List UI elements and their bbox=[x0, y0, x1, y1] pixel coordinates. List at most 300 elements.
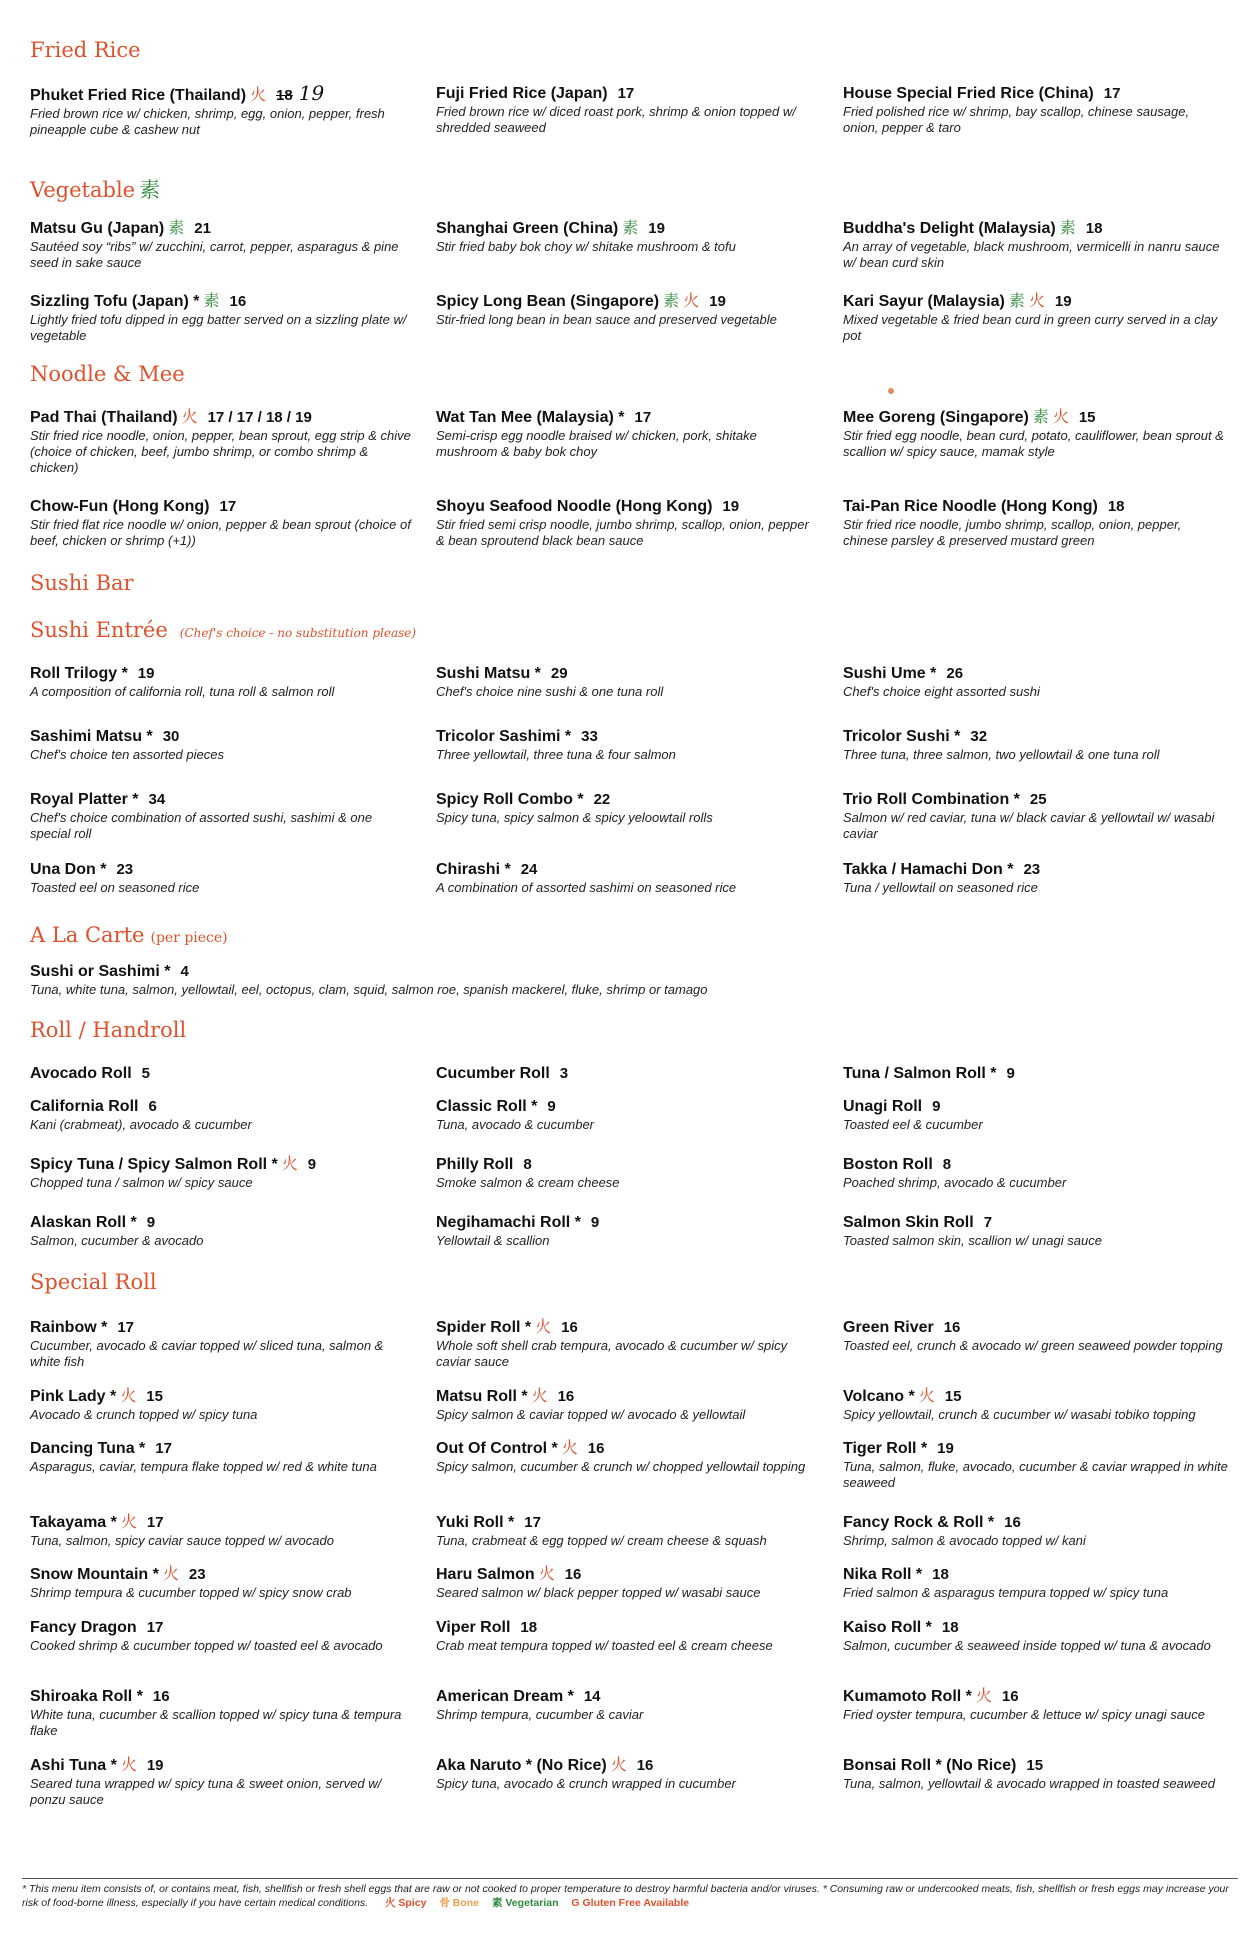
menu-item-name: Spicy Roll Combo * bbox=[436, 791, 584, 808]
menu-item-description: A combination of assorted sashimi on seasoned rice bbox=[436, 880, 737, 895]
menu-item-price: 16 bbox=[564, 1566, 582, 1583]
menu-item-name: Haru Salmon bbox=[436, 1566, 535, 1583]
menu-item bbox=[30, 860, 415, 896]
menu-item-name-line bbox=[30, 1097, 415, 1116]
menu-item-name-line bbox=[30, 497, 415, 516]
menu-item-description: Stir fried egg noodle, bean curd, potato, cauliflower, bean sprout & scallion w/ spicy sauce, mamak style bbox=[843, 428, 1224, 459]
menu-item-description: Tuna, crabmeat & egg topped w/ cream cheese & squash bbox=[436, 1533, 767, 1548]
menu-item-price: 16 bbox=[152, 1688, 170, 1705]
menu-item-price: 22 bbox=[593, 791, 611, 808]
menu-item bbox=[30, 1513, 415, 1549]
menu-item-price: 17 bbox=[634, 409, 652, 426]
menu-item bbox=[436, 1387, 821, 1423]
menu-item bbox=[843, 727, 1228, 763]
menu-item-description: Shrimp tempura & cucumber topped w/ spicy snow crab bbox=[30, 1585, 352, 1600]
menu-item bbox=[436, 664, 821, 700]
menu-item-name: Matsu Roll * bbox=[436, 1388, 528, 1405]
menu-item bbox=[436, 1513, 821, 1549]
spicy-icon: 火 bbox=[120, 1514, 137, 1531]
menu-item bbox=[30, 1687, 415, 1739]
menu-item-name-line bbox=[436, 727, 821, 746]
menu-item-description: Asparagus, caviar, tempura flake topped w/ red & white tuna bbox=[30, 1459, 377, 1474]
vegetarian-icon: 素 bbox=[622, 220, 639, 237]
menu-item bbox=[436, 84, 821, 136]
menu-item-price: 26 bbox=[946, 665, 964, 682]
menu-item-name-line bbox=[843, 1213, 1228, 1232]
menu-item bbox=[843, 1387, 1228, 1423]
menu-item bbox=[843, 1213, 1228, 1249]
menu-item-name-line bbox=[843, 408, 1228, 427]
menu-item-old-price: 18 bbox=[276, 87, 293, 104]
menu-item-name-line bbox=[843, 84, 1228, 103]
spicy-icon: 火 bbox=[1028, 293, 1045, 310]
menu-item-price: 15 bbox=[1026, 1757, 1044, 1774]
menu-item bbox=[436, 1687, 821, 1723]
menu-item-price: 19 bbox=[937, 1440, 954, 1457]
menu-item-name-line bbox=[843, 497, 1228, 516]
menu-item-description: Spicy salmon, cucumber & crunch w/ chopped yellowtail topping bbox=[436, 1459, 806, 1474]
section-title-a-la-carte: A La Carte (per piece) bbox=[30, 923, 228, 947]
menu-item-price: 8 bbox=[942, 1156, 952, 1173]
menu-item-price: 16 bbox=[561, 1319, 578, 1336]
menu-item-description: Cucumber, avocado & caviar topped w/ sliced tuna, salmon & white fish bbox=[30, 1338, 384, 1369]
legend-spicy: 火 Spicy bbox=[385, 1897, 427, 1909]
menu-item-price: 19 bbox=[709, 293, 726, 310]
menu-item bbox=[436, 727, 821, 763]
menu-item-description: Three tuna, three salmon, two yellowtail & one tuna roll bbox=[843, 747, 1160, 762]
menu-item-price: 9 bbox=[146, 1214, 156, 1231]
menu-item-name-line bbox=[436, 219, 821, 238]
menu-item-name-line bbox=[30, 1756, 415, 1775]
menu-item-price: 14 bbox=[583, 1688, 601, 1705]
menu-item-description: Spicy salmon & caviar topped w/ avocado & yellowtail bbox=[436, 1407, 746, 1422]
section-title-sushi-entree: Sushi Entrée (Chef's choice - no substitution please) bbox=[30, 618, 417, 642]
menu-item-price: 17 bbox=[155, 1440, 172, 1457]
menu-item-price: 19 bbox=[1054, 293, 1072, 310]
menu-item-price: 4 bbox=[180, 963, 189, 980]
menu-item-price: 23 bbox=[188, 1566, 206, 1583]
menu-item-name-line bbox=[30, 81, 415, 105]
menu-item-name-line bbox=[843, 219, 1228, 238]
menu-item-name-line bbox=[843, 292, 1228, 311]
menu-item bbox=[843, 219, 1228, 271]
menu-item-price: 18 bbox=[1085, 220, 1103, 237]
section-title-fried-rice: Fried Rice bbox=[30, 38, 141, 62]
menu-item-name: Salmon Skin Roll bbox=[843, 1214, 974, 1231]
legend-gluten-free: G Gluten Free Available bbox=[571, 1897, 690, 1909]
menu-item bbox=[843, 790, 1228, 842]
menu-item-name-line bbox=[843, 1064, 1228, 1083]
menu-item-description: Avocado & crunch topped w/ spicy tuna bbox=[30, 1407, 258, 1422]
menu-item-name: Alaskan Roll * bbox=[30, 1214, 137, 1231]
spicy-icon: 火 bbox=[975, 1688, 992, 1705]
spicy-icon: 火 bbox=[683, 293, 700, 310]
menu-item-price: 3 bbox=[559, 1065, 569, 1082]
menu-item-price: 17 bbox=[1103, 85, 1121, 102]
menu-item bbox=[436, 1318, 821, 1370]
menu-item-price: 16 bbox=[229, 293, 247, 310]
menu-item-price: 18 bbox=[520, 1619, 538, 1636]
menu-item-price: 7 bbox=[983, 1214, 993, 1231]
menu-item-price: 16 bbox=[1004, 1514, 1021, 1531]
menu-item-name-line bbox=[30, 1618, 415, 1637]
menu-item-name: Cucumber Roll bbox=[436, 1065, 550, 1082]
menu-item-name: Roll Trilogy * bbox=[30, 665, 128, 682]
menu-item bbox=[30, 1318, 415, 1370]
menu-item-description: Stir fried semi crisp noodle, jumbo shrimp, scallop, onion, pepper & bean sproutend black bean sauce bbox=[436, 517, 809, 548]
menu-item bbox=[436, 1213, 821, 1249]
menu-item bbox=[843, 497, 1228, 549]
menu-item bbox=[843, 1439, 1228, 1491]
menu-item-name: Kumamoto Roll * bbox=[843, 1688, 972, 1705]
menu-item-price: 17 bbox=[146, 1514, 164, 1531]
menu-item-price: 17 bbox=[617, 85, 635, 102]
menu-item-name: Viper Roll bbox=[436, 1619, 511, 1636]
menu-item-price: 16 bbox=[636, 1757, 654, 1774]
menu-item-price: 16 bbox=[1001, 1688, 1019, 1705]
menu-item-name-line bbox=[436, 1064, 821, 1083]
vegetarian-icon: 素 bbox=[139, 178, 161, 202]
menu-item-name-line bbox=[843, 1097, 1228, 1116]
menu-item-name-line bbox=[436, 497, 821, 516]
menu-item bbox=[30, 1756, 415, 1808]
menu-item bbox=[843, 408, 1228, 460]
menu-item-name-line bbox=[843, 1318, 1228, 1337]
menu-item-name-line bbox=[30, 1387, 415, 1406]
menu-item-price: 34 bbox=[148, 791, 166, 808]
menu-item-description: Tuna, salmon, yellowtail & avocado wrapped in toasted seaweed bbox=[843, 1776, 1215, 1791]
menu-item-name: Chirashi * bbox=[436, 861, 511, 878]
menu-item-description: Fried oyster tempura, cucumber & lettuce w/ spicy unagi sauce bbox=[843, 1707, 1205, 1722]
menu-item-name: Matsu Gu (Japan) bbox=[30, 220, 165, 237]
menu-item-name: Aka Naruto * (No Rice) bbox=[436, 1757, 607, 1774]
menu-item-name: Dancing Tuna * bbox=[30, 1440, 146, 1457]
menu-item-price: 9 bbox=[1006, 1065, 1015, 1082]
menu-item-description: Chef's choice ten assorted pieces bbox=[30, 747, 224, 762]
spicy-icon: 火 bbox=[538, 1566, 555, 1583]
menu-item-description: Lightly fried tofu dipped in egg batter served on a sizzling plate w/ vegetable bbox=[30, 312, 407, 343]
menu-item-description: Toasted eel & cucumber bbox=[843, 1117, 983, 1132]
menu-item-description: Chef's choice nine sushi & one tuna roll bbox=[436, 684, 664, 699]
sushi-entree-note: (Chef's choice - no substitution please) bbox=[179, 626, 417, 640]
menu-item-name: Negihamachi Roll * bbox=[436, 1214, 581, 1231]
menu-item-name-line bbox=[436, 1439, 821, 1458]
menu-item-price: 15 bbox=[944, 1388, 962, 1405]
section-title-roll-handroll: Roll / Handroll bbox=[30, 1018, 187, 1042]
menu-item bbox=[30, 1155, 415, 1191]
menu-item-name-line bbox=[843, 1565, 1228, 1584]
menu-item-name-line bbox=[30, 292, 415, 311]
menu-item-description: Crab meat tempura topped w/ toasted eel & cream cheese bbox=[436, 1638, 773, 1653]
menu-item-name: Yuki Roll * bbox=[436, 1514, 515, 1531]
menu-item bbox=[436, 1565, 821, 1601]
menu-item bbox=[436, 860, 821, 896]
menu-item-description: Shrimp tempura, cucumber & caviar bbox=[436, 1707, 644, 1722]
menu-item-price: 6 bbox=[148, 1098, 157, 1115]
menu-item-name-line bbox=[843, 1439, 1228, 1458]
menu-item-name: Spicy Long Bean (Singapore) bbox=[436, 293, 660, 310]
menu-item-price: 17 bbox=[524, 1514, 541, 1531]
menu-item-description: Fried polished rice w/ shrimp, bay scallop, chinese sausage, onion, pepper & taro bbox=[843, 104, 1190, 135]
menu-item bbox=[436, 1155, 821, 1191]
menu-item-description: Fried brown rice w/ diced roast pork, shrimp & onion topped w/ shredded seaweed bbox=[436, 104, 796, 135]
menu-item-name: Shiroaka Roll * bbox=[30, 1688, 143, 1705]
menu-item-name-line bbox=[843, 1155, 1228, 1174]
legend-bone: 骨 Bone bbox=[439, 1897, 480, 1909]
menu-item-description: Whole soft shell crab tempura, avocado & cucumber w/ spicy caviar sauce bbox=[436, 1338, 788, 1369]
menu-item-name: Avocado Roll bbox=[30, 1065, 132, 1082]
menu-item-name-line bbox=[843, 860, 1228, 879]
menu-item bbox=[843, 1687, 1228, 1723]
menu-item-name-line bbox=[30, 860, 415, 879]
menu-item-name: Philly Roll bbox=[436, 1156, 514, 1173]
menu-item-name: Unagi Roll bbox=[843, 1098, 923, 1115]
menu-item-description: Mixed vegetable & fried bean curd in green curry served in a clay pot bbox=[843, 312, 1218, 343]
menu-item-name: Classic Roll * bbox=[436, 1098, 538, 1115]
menu-item-name: House Special Fried Rice (China) bbox=[843, 85, 1094, 102]
menu-item-description: Shrimp, salmon & avocado topped w/ kani bbox=[843, 1533, 1086, 1548]
menu-item-description: Tuna, avocado & cucumber bbox=[436, 1117, 595, 1132]
section-title-vegetable: Vegetable 素 bbox=[30, 178, 161, 202]
menu-item-description: Stir fried baby bok choy w/ shitake mushroom & tofu bbox=[436, 239, 736, 254]
menu-item-name: Trio Roll Combination * bbox=[843, 791, 1020, 808]
menu-item-price: 18 bbox=[1107, 498, 1125, 515]
spicy-icon: 火 bbox=[918, 1388, 935, 1405]
menu-item-name: Sizzling Tofu (Japan) * bbox=[30, 293, 200, 310]
menu-item bbox=[30, 1565, 415, 1601]
vegetarian-icon: 素 bbox=[168, 220, 185, 237]
menu-item-description: Tuna / yellowtail on seasoned rice bbox=[843, 880, 1038, 895]
vegetarian-icon: 素 bbox=[1032, 409, 1049, 426]
menu-item-price: 23 bbox=[116, 861, 134, 878]
menu-item-name-line bbox=[30, 1687, 415, 1706]
menu-item-name: Fuji Fried Rice (Japan) bbox=[436, 85, 608, 102]
menu-item-name: Buddha's Delight (Malaysia) bbox=[843, 220, 1056, 237]
menu-item-name-line bbox=[436, 1513, 821, 1532]
menu-item-name-line bbox=[30, 408, 415, 427]
menu-item-name: Spider Roll * bbox=[436, 1319, 532, 1336]
vegetarian-icon: 素 bbox=[663, 293, 680, 310]
menu-item-name: Fancy Rock & Roll * bbox=[843, 1514, 995, 1531]
menu-item-name: Tuna / Salmon Roll * bbox=[843, 1065, 997, 1082]
menu-item bbox=[30, 962, 1180, 998]
menu-item-price: 8 bbox=[523, 1156, 532, 1173]
vegetarian-icon: 素 bbox=[203, 293, 220, 310]
menu-item bbox=[30, 1064, 415, 1083]
menu-item-name: Wat Tan Mee (Malaysia) * bbox=[436, 409, 625, 426]
menu-item-description: Salmon w/ red caviar, tuna w/ black caviar & yellowtail w/ wasabi caviar bbox=[843, 810, 1215, 841]
menu-item bbox=[843, 1097, 1228, 1133]
menu-item bbox=[843, 664, 1228, 700]
menu-item bbox=[436, 1097, 821, 1133]
menu-item-name: Tai-Pan Rice Noodle (Hong Kong) bbox=[843, 498, 1098, 515]
menu-item-price: 9 bbox=[932, 1098, 941, 1115]
menu-item-name: California Roll bbox=[30, 1098, 139, 1115]
menu-item-description: Chopped tuna / salmon w/ spicy sauce bbox=[30, 1175, 253, 1190]
spicy-icon: 火 bbox=[535, 1319, 552, 1336]
menu-item-name-line bbox=[436, 292, 821, 311]
menu-item-description: Sautéed soy “ribs” w/ zucchini, carrot, pepper, asparagus & pine seed in sake sauce bbox=[30, 239, 399, 270]
menu-item-name: Una Don * bbox=[30, 861, 107, 878]
menu-item bbox=[30, 1387, 415, 1423]
menu-item-name: Shanghai Green (China) bbox=[436, 220, 619, 237]
spicy-icon: 火 bbox=[561, 1440, 578, 1457]
menu-item-description: White tuna, cucumber & scallion topped w/ spicy tuna & tempura flake bbox=[30, 1707, 402, 1738]
menu-item-name-line bbox=[30, 1064, 415, 1083]
menu-item-name: Tricolor Sushi * bbox=[843, 728, 961, 745]
menu-item-name: Takka / Hamachi Don * bbox=[843, 861, 1014, 878]
spicy-icon: 火 bbox=[1052, 409, 1069, 426]
menu-item bbox=[436, 1064, 821, 1083]
menu-item-name: Sashimi Matsu * bbox=[30, 728, 153, 745]
menu-item-description: Smoke salmon & cream cheese bbox=[436, 1175, 620, 1190]
menu-item-description: Stir fried rice noodle, onion, pepper, bean sprout, egg strip & chive (choice of chicken, beef, jumbo shrimp, or combo shrimp & chicken) bbox=[30, 428, 411, 475]
menu-item-price: 15 bbox=[1078, 409, 1096, 426]
menu-item-price: 9 bbox=[307, 1156, 317, 1173]
menu-item-description: Chef's choice eight assorted sushi bbox=[843, 684, 1040, 699]
menu-item-name-line bbox=[436, 790, 821, 809]
menu-item-name: Sushi or Sashimi * bbox=[30, 963, 171, 980]
menu-item-name: Tiger Roll * bbox=[843, 1440, 928, 1457]
menu-item-description: Spicy tuna, spicy salmon & spicy yeloowtail rolls bbox=[436, 810, 713, 825]
a-la-carte-note: (per piece) bbox=[150, 930, 228, 946]
menu-item-price: 18 bbox=[932, 1566, 949, 1583]
menu-item-name-line bbox=[30, 962, 1180, 981]
disclaimer-text: * This menu item consists of, or contains meat, fish, shellfish or fresh shell eggs that are raw or not cooked to proper temperature to destroy harmful bacteria and/or viruses. * Consuming raw or undercooked meats, fish, shellfish or fresh eggs may increase your risk of food-borne illness, especially if you have certain medical conditions. bbox=[22, 1883, 1229, 1909]
spicy-icon: 火 bbox=[162, 1566, 179, 1583]
menu-item-name-line bbox=[436, 1155, 821, 1174]
menu-item bbox=[436, 1756, 821, 1792]
menu-item-name: Nika Roll * bbox=[843, 1566, 923, 1583]
menu-item-description: Toasted eel, crunch & avocado w/ green seaweed powder topping bbox=[843, 1338, 1223, 1353]
menu-item bbox=[843, 84, 1228, 136]
menu-item-description: Semi-crisp egg noodle braised w/ chicken, pork, shitake mushroom & baby bok choy bbox=[436, 428, 757, 459]
menu-item-description: Fried brown rice w/ chicken, shrimp, egg, onion, pepper, fresh pineapple cube & cashew nut bbox=[30, 106, 385, 137]
menu-item-description: Salmon, cucumber & seaweed inside topped w/ tuna & avocado bbox=[843, 1638, 1211, 1653]
menu-item-name-line bbox=[30, 1213, 415, 1232]
menu-item-name: Volcano * bbox=[843, 1388, 915, 1405]
menu-item bbox=[436, 1439, 821, 1475]
menu-item-description: Seared salmon w/ black pepper topped w/ wasabi sauce bbox=[436, 1585, 761, 1600]
menu-item-name-line bbox=[436, 1387, 821, 1406]
menu-item-name: Tricolor Sashimi * bbox=[436, 728, 572, 745]
menu-item-price: 9 bbox=[590, 1214, 600, 1231]
menu-item-name-line bbox=[436, 1097, 821, 1116]
menu-item-price: 17 bbox=[146, 1619, 164, 1636]
menu-item bbox=[30, 219, 415, 271]
menu-item-name: Rainbow * bbox=[30, 1319, 108, 1336]
menu-item-description: Poached shrimp, avocado & cucumber bbox=[843, 1175, 1067, 1190]
menu-item-description: Toasted eel on seasoned rice bbox=[30, 880, 200, 895]
menu-item-price: 17 bbox=[219, 498, 237, 515]
menu-item-name: Boston Roll bbox=[843, 1156, 933, 1173]
vegetarian-icon: 素 bbox=[1059, 220, 1076, 237]
menu-item-price: 23 bbox=[1023, 861, 1041, 878]
menu-item-name-line bbox=[843, 1513, 1228, 1532]
menu-item bbox=[843, 1318, 1228, 1354]
menu-item-description: Yellowtail & scallion bbox=[436, 1233, 550, 1248]
menu-item-name-line bbox=[843, 1618, 1228, 1637]
menu-item-description: Cooked shrimp & cucumber topped w/ toasted eel & avocado bbox=[30, 1638, 383, 1653]
stain-mark bbox=[888, 388, 894, 394]
menu-item-price: 25 bbox=[1029, 791, 1047, 808]
menu-item-name: Pad Thai (Thailand) bbox=[30, 409, 178, 426]
menu-item bbox=[436, 1618, 821, 1654]
menu-item-name-line bbox=[436, 664, 821, 683]
menu-item-name: Bonsai Roll * (No Rice) bbox=[843, 1757, 1017, 1774]
menu-item bbox=[436, 408, 821, 460]
menu-item-name-line bbox=[436, 1687, 821, 1706]
menu-item-description: Stir fried rice noodle, jumbo shrimp, scallop, onion, pepper, chinese parsley & preserved mustard green bbox=[843, 517, 1182, 548]
menu-item bbox=[30, 1213, 415, 1249]
menu-item-description: Tuna, white tuna, salmon, yellowtail, eel, octopus, clam, squid, salmon roe, spanish mackerel, fluke, shrimp or tamago bbox=[30, 982, 708, 997]
menu-item-name: Chow-Fun (Hong Kong) bbox=[30, 498, 210, 515]
menu-item-name-line bbox=[436, 1318, 821, 1337]
menu-item-price: 19 bbox=[298, 81, 325, 105]
menu-item-name-line bbox=[843, 727, 1228, 746]
menu-item-price: 16 bbox=[557, 1388, 575, 1405]
menu-item-name: Fancy Dragon bbox=[30, 1619, 137, 1636]
menu-item-price: 32 bbox=[970, 728, 988, 745]
menu-item bbox=[843, 1756, 1228, 1792]
spicy-icon: 火 bbox=[181, 409, 198, 426]
menu-item-price: 16 bbox=[587, 1440, 605, 1457]
menu-item bbox=[436, 497, 821, 549]
menu-item-price: 16 bbox=[943, 1319, 961, 1336]
menu-item-name-line bbox=[30, 790, 415, 809]
menu-item bbox=[30, 1097, 415, 1133]
menu-item-name-line bbox=[843, 1387, 1228, 1406]
legend-vegetarian: 素 Vegetarian bbox=[491, 1897, 559, 1909]
menu-item-name: Sushi Matsu * bbox=[436, 665, 541, 682]
menu-item bbox=[436, 292, 821, 328]
menu-item-price: 19 bbox=[722, 498, 740, 515]
menu-item-name-line bbox=[30, 1439, 415, 1458]
menu-item-name-line bbox=[30, 664, 415, 683]
menu-item bbox=[843, 1155, 1228, 1191]
menu-item-price: 19 bbox=[146, 1757, 164, 1774]
menu-item-name-line bbox=[30, 1155, 415, 1174]
menu-item-price: 21 bbox=[194, 220, 211, 237]
menu-item bbox=[30, 1439, 415, 1475]
menu-item-name-line bbox=[843, 790, 1228, 809]
menu-item-description: Salmon, cucumber & avocado bbox=[30, 1233, 204, 1248]
menu-item-name-line bbox=[30, 1565, 415, 1584]
footer-divider bbox=[22, 1878, 1238, 1879]
menu-item bbox=[436, 790, 821, 826]
menu-item-price: 9 bbox=[547, 1098, 556, 1115]
menu-item-name: Out Of Control * bbox=[436, 1440, 558, 1457]
menu-item bbox=[30, 1618, 415, 1654]
menu-item-description: An array of vegetable, black mushroom, vermicelli in nanru sauce w/ bean curd skin bbox=[843, 239, 1220, 270]
menu-item-name: Phuket Fried Rice (Thailand) bbox=[30, 87, 247, 104]
spicy-icon: 火 bbox=[281, 1156, 298, 1173]
menu-item bbox=[436, 219, 821, 255]
menu-item-price: 17 / 17 / 18 / 19 bbox=[207, 409, 312, 426]
menu-item-name-line bbox=[436, 408, 821, 427]
spicy-icon: 火 bbox=[120, 1757, 137, 1774]
menu-item-description: A composition of california roll, tuna roll & salmon roll bbox=[30, 684, 335, 699]
spicy-icon: 火 bbox=[250, 87, 267, 104]
menu-item-name-line bbox=[436, 860, 821, 879]
menu-item-name: Green River bbox=[843, 1319, 934, 1336]
section-title-special-roll: Special Roll bbox=[30, 1270, 157, 1294]
spicy-icon: 火 bbox=[120, 1388, 137, 1405]
section-title-noodle: Noodle & Mee bbox=[30, 362, 185, 386]
menu-item-name: American Dream * bbox=[436, 1688, 574, 1705]
menu-item-description: Three yellowtail, three tuna & four salmon bbox=[436, 747, 676, 762]
menu-item-name: Shoyu Seafood Noodle (Hong Kong) bbox=[436, 498, 713, 515]
